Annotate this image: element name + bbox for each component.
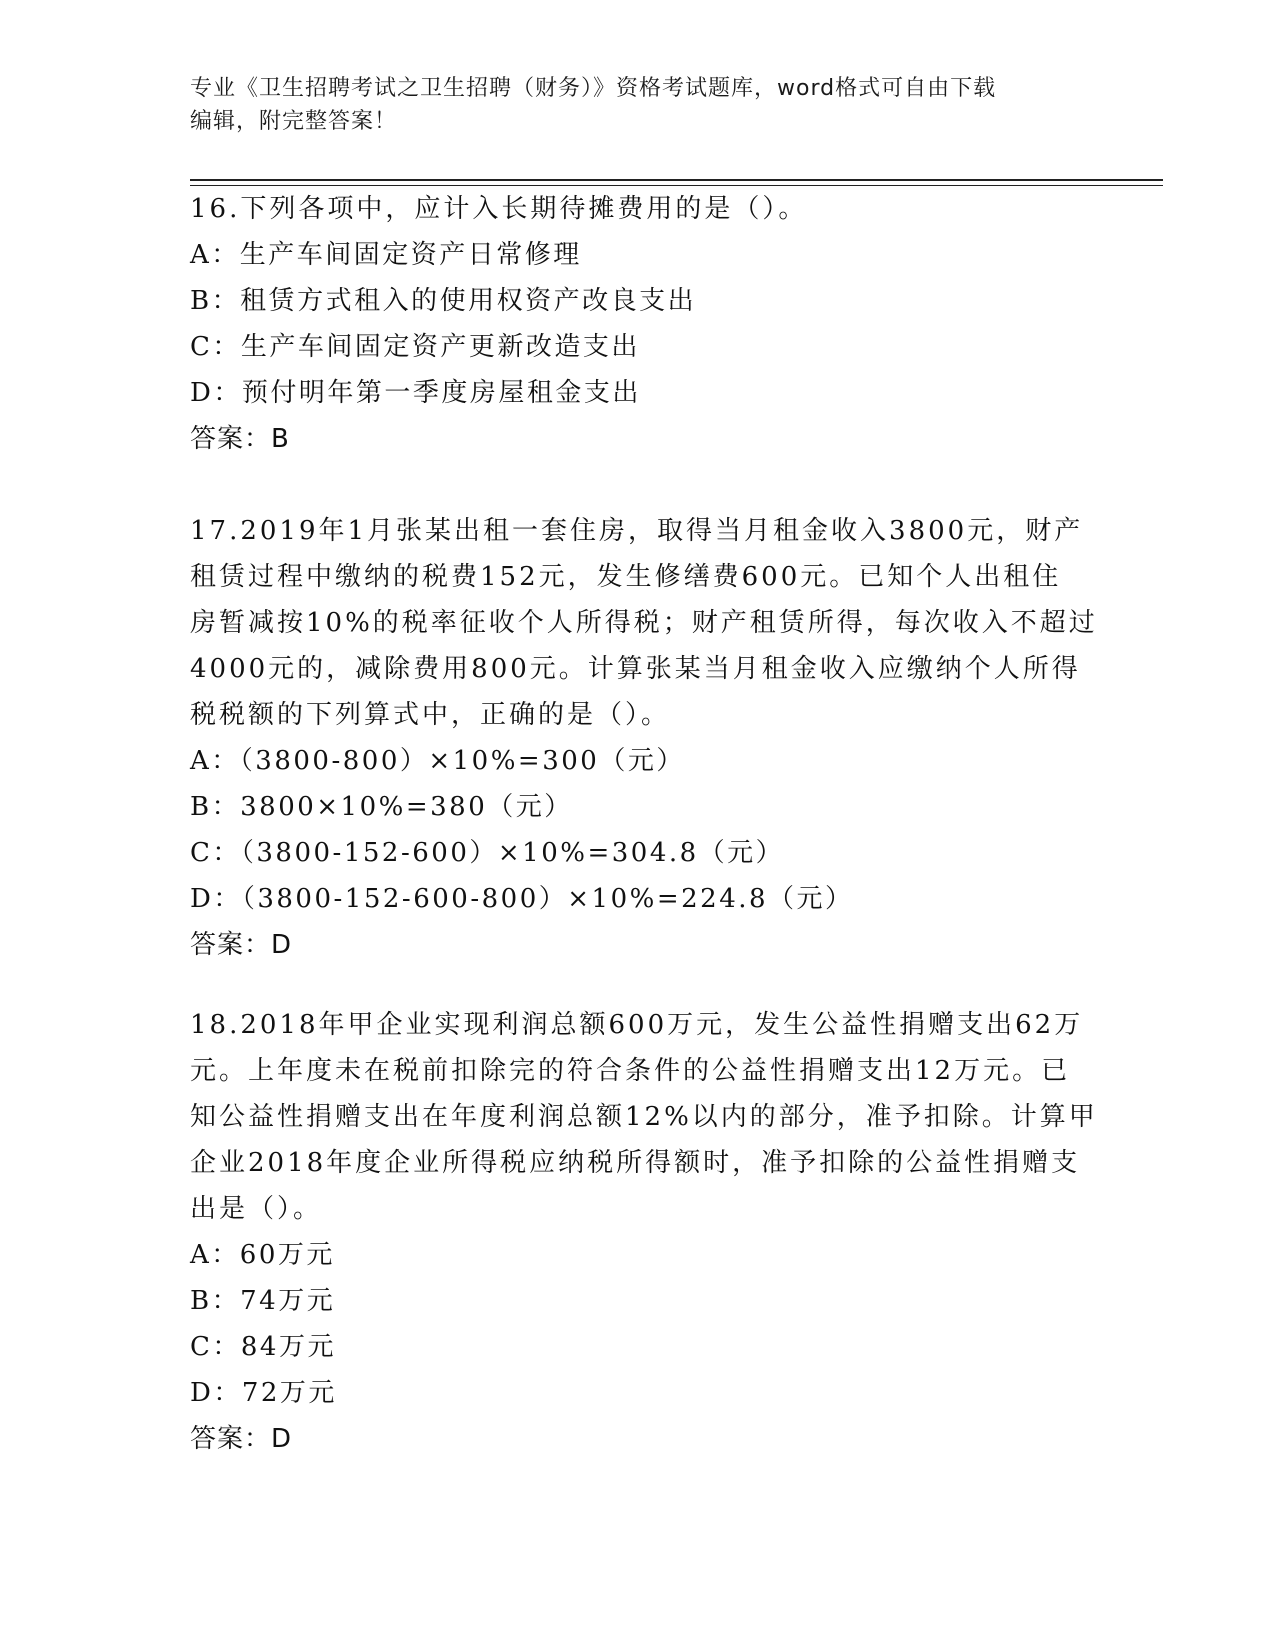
option-list — [190, 232, 1090, 416]
stem-line: 税税额的下列算式中，正确的是（）。 — [190, 700, 671, 730]
option-c: C：84万元 — [190, 1332, 336, 1362]
stem-line: 16.下列各项中，应计入长期待摊费用的是（）。 — [190, 194, 808, 224]
option-b: B：3800×10%=380（元） — [190, 792, 573, 822]
option-c: C：生产车间固定资产更新改造支出 — [190, 332, 640, 362]
stem-line: 知公益性捐赠支出在年度利润总额12%以内的部分，准予扣除。计算甲 — [190, 1102, 1098, 1132]
stem-line: 18.2018年甲企业实现利润总额600万元，发生公益性捐赠支出62万 — [190, 1010, 1084, 1040]
stem-line: 17.2019年1月张某出租一套住房，取得当月租金收入3800元，财产 — [190, 516, 1084, 546]
answer-line: 答案：D — [190, 1424, 293, 1454]
stem-line: 企业2018年度企业所得税应纳税所得额时，准予扣除的公益性捐赠支 — [190, 1148, 1081, 1178]
answer-line: 答案：B — [190, 424, 290, 454]
stem-line: 元。上年度未在税前扣除完的符合条件的公益性捐赠支出12万元。已 — [190, 1056, 1071, 1086]
option-d: D：（3800-152-600-800）×10%=224.8（元） — [190, 884, 854, 914]
header-divider-thick — [190, 179, 1163, 181]
option-d: D：72万元 — [190, 1378, 337, 1408]
question-17 — [190, 508, 1098, 968]
option-b: B：租赁方式租入的使用权资产改良支出 — [190, 286, 697, 316]
stem-line: 出是（）。 — [190, 1194, 323, 1224]
stem-line: 4000元的，减除费用800元。计算张某当月租金收入应缴纳个人所得 — [190, 654, 1081, 684]
option-a: A：（3800-800）×10%=300（元） — [190, 746, 685, 776]
answer-line: 答案：D — [190, 930, 293, 960]
header-line-2: 编辑，附完整答案！ — [190, 109, 398, 134]
option-list — [190, 738, 1090, 922]
option-list — [190, 1232, 1090, 1416]
option-a: A：生产车间固定资产日常修理 — [190, 240, 582, 270]
option-b: B：74万元 — [190, 1286, 336, 1316]
option-d: D：预付明年第一季度房屋租金支出 — [190, 378, 641, 408]
question-stem — [190, 186, 1090, 232]
question-16 — [190, 186, 1090, 462]
document-header — [190, 72, 1090, 138]
stem-line: 房暂减按10%的税率征收个人所得税；财产租赁所得，每次收入不超过 — [190, 608, 1098, 638]
question-stem — [190, 1002, 1098, 1232]
option-a: A：60万元 — [190, 1240, 335, 1270]
stem-line: 租赁过程中缴纳的税费152元，发生修缮费600元。已知个人出租住 — [190, 562, 1062, 592]
option-c: C：（3800-152-600）×10%=304.8（元） — [190, 838, 785, 868]
question-stem — [190, 508, 1098, 738]
header-line-1: 专业《卫生招聘考试之卫生招聘（财务）》资格考试题库，word格式可自由下载 — [190, 76, 997, 101]
question-18 — [190, 1002, 1098, 1462]
